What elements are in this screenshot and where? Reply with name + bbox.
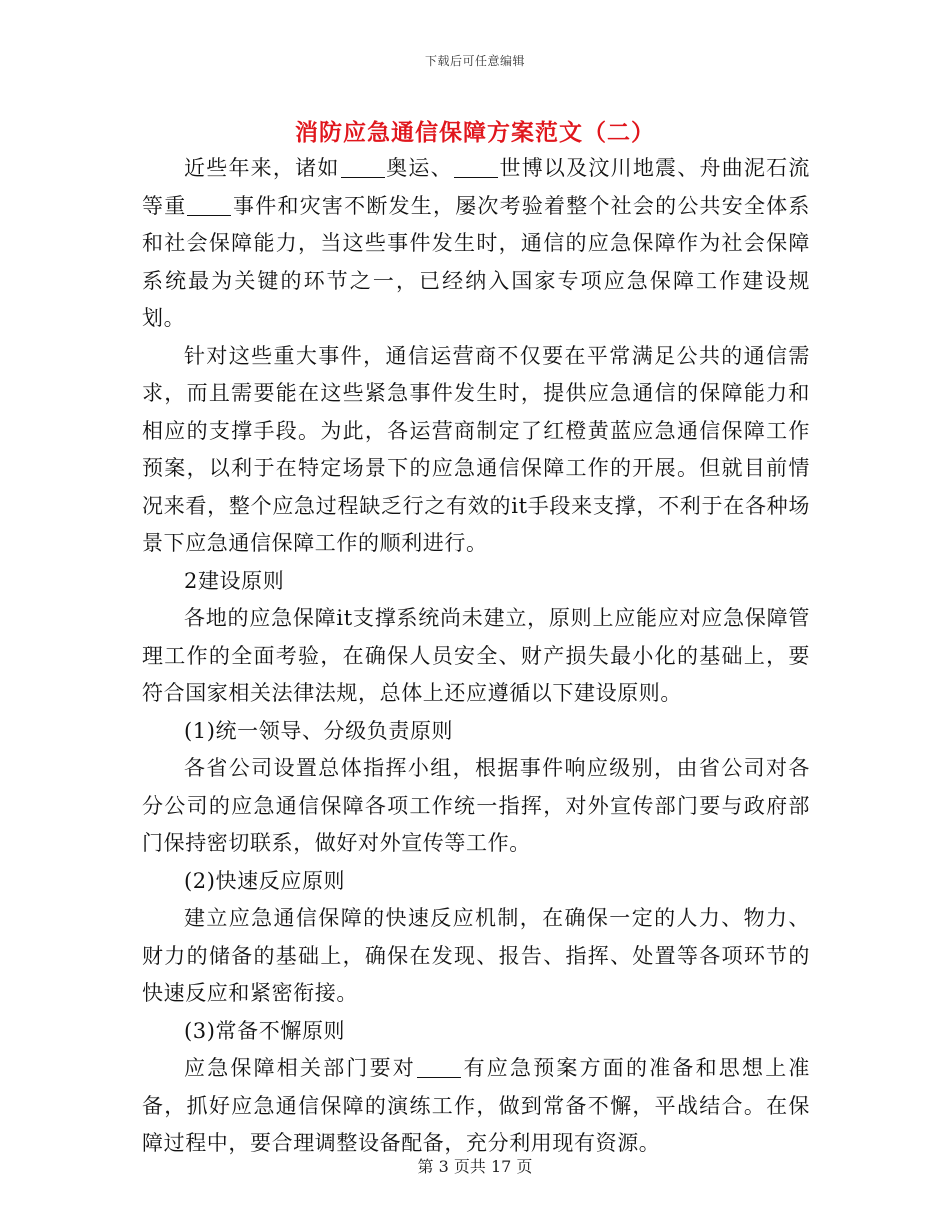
blank-underline [417, 1057, 461, 1078]
paragraph-text: 奥运、 [385, 156, 453, 180]
paragraph-principles-intro: 各地的应急保障it支撑系统尚未建立，原则上应能应对应急保障管理工作的全面考验，在确保人员安全、财产损失最小化的基础上，要符合国家相关法律法规，总体上还应遵循以下建设原则。 [142, 606, 810, 705]
paragraph-principle-1: 各省公司设置总体指挥小组，根据事件响应级别，由省公司对各分公司的应急通信保障各项工作统一指挥，对外宣传部门要与政府部门保持密切联系，做好对外宣传等工作。 [142, 756, 810, 855]
paragraph-text: 事件和灾害不断发生，屡次考验着整个社会的公共安全体系和社会保障能力，当这些事件发生时，通信的应急保障作为社会保障系统最为关键的环节之一，已经纳入国家专项应急保障工作建设规划。 [142, 193, 810, 330]
principle-heading-2: (2)快速反应原则 [184, 868, 346, 893]
section-heading-principles: 2建设原则 [184, 568, 285, 593]
paragraph-principle-3 [142, 1050, 810, 1163]
blank-underline [341, 157, 385, 178]
paragraph-text: 世博以及汶川地震、舟曲泥石流等重 [142, 156, 810, 218]
paragraph-text: 近些年来，诸如 [184, 156, 340, 180]
document-body [142, 150, 810, 1163]
page-footer: 第 3 页共 17 页 [417, 1157, 533, 1176]
page-header: 下载后可任意编辑 [424, 54, 525, 68]
paragraph-principle-2: 建立应急通信保障的快速反应机制，在确保一定的人力、物力、财力的储备的基础上，确保在发现、报告、指挥、处置等各项环节的快速反应和紧密衔接。 [142, 906, 810, 1005]
paragraph-intro [142, 150, 810, 338]
document-title: 消防应急通信保障方案范文（二） [295, 119, 655, 146]
paragraph-text: 应急保障相关部门要对 [184, 1056, 416, 1080]
blank-underline [454, 157, 498, 178]
blank-underline [187, 195, 231, 216]
principle-heading-3: (3)常备不懈原则 [184, 1018, 346, 1043]
principle-heading-1: (1)统一领导、分级负责原则 [184, 718, 454, 743]
paragraph-background: 针对这些重大事件，通信运营商不仅要在平常满足公共的通信需求，而且需要能在这些紧急事件发生时，提供应急通信的保障能力和相应的支撑手段。为此，各运营商制定了红橙黄蓝应急通信保障工作预案，以利于在特定场景下的应急通信保障工作的开展。但就目前情况来看，整个应急过程缺乏行之有效的it手段来支撑，不利于在各种场景下应急通信保障工作的顺利进行。 [142, 343, 810, 555]
paragraph-text: 有应急预案方面的准备和思想上准备，抓好应急通信保障的演练工作，做到常备不懈，平战结合。在保障过程中，要合理调整设备配备，充分利用现有资源。 [142, 1056, 810, 1155]
